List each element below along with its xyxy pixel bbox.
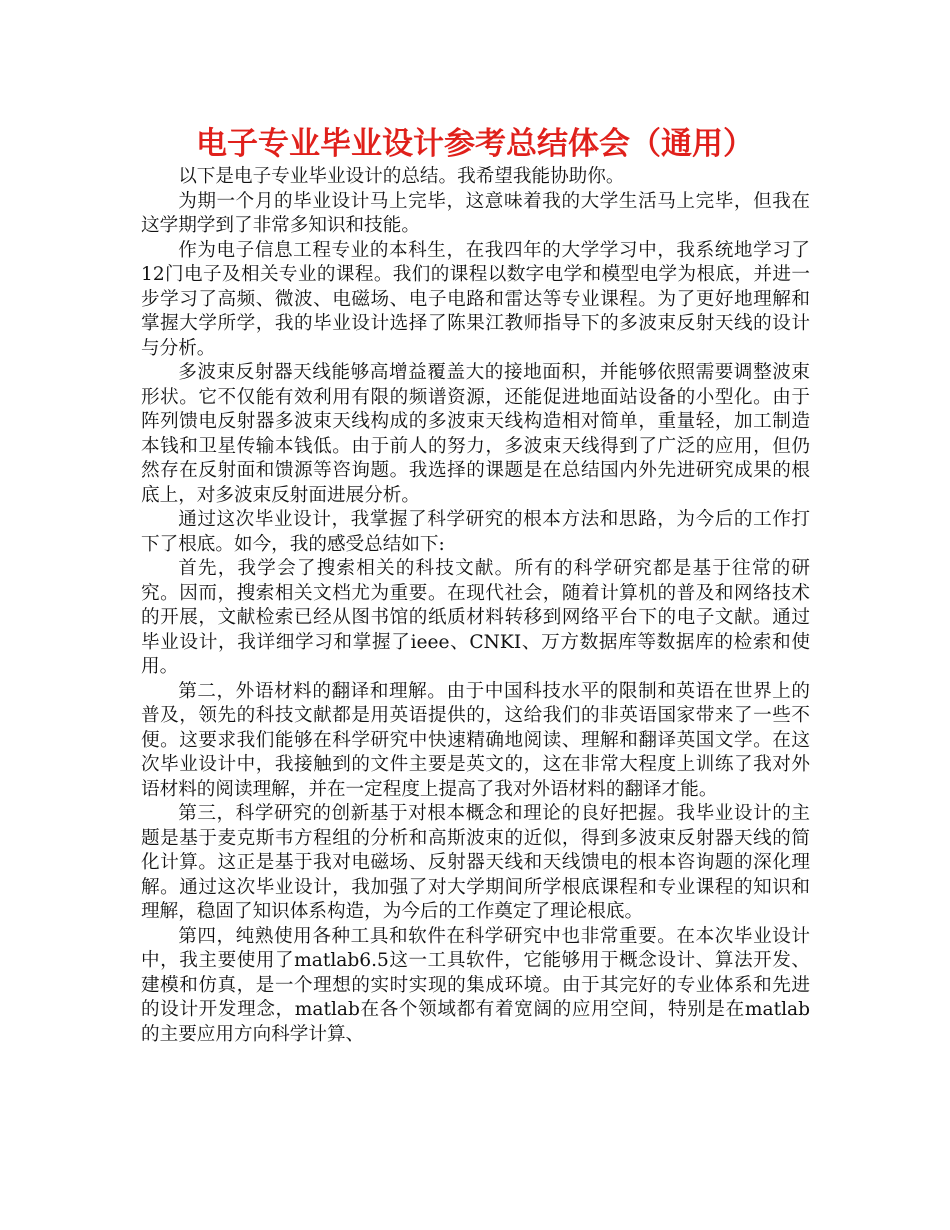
paragraph: 第三，科学研究的创新基于对根本概念和理论的良好把握。我毕业设计的主题是基于麦克斯韦方程组的分析和高斯波束的近似，得到多波束反射器天线的简化计算。这正是基于我对电磁场、反射器天线和天线馈电的根本咨询题的深化理解。通过这次毕业设计，我加强了对大学期间所学根底课程和专业课程的知识和理解，稳固了知识体系构造，为今后的工作奠定了理论根底。	[141, 803, 810, 922]
paragraph: 首先，我学会了搜索相关的科技文献。所有的科学研究都是基于往常的研究。因而，搜索相关文档尤为重要。在现代社会，随着计算机的普及和网络技术的开展，文献检索已经从图书馆的纸质材料转移到网络平台下的电子文献。通过毕业设计，我详细学习和掌握了ieee、CNKI、万方数据库等数据库的检索和使用。	[141, 558, 810, 677]
paragraph: 为期一个月的毕业设计马上完毕，这意味着我的大学生活马上完毕，但我在这学期学到了非常多知识和技能。	[141, 190, 810, 236]
paragraph: 以下是电子专业毕业设计的总结。我希望我能协助你。	[178, 166, 625, 187]
paragraph: 第二，外语材料的翻译和理解。由于中国科技水平的限制和英语在世界上的普及，领先的科技文献都是用英语提供的，这给我们的非英语国家带来了一些不便。这要求我们能够在科学研究中快速精确地阅读、理解和翻译英国文学。在这次毕业设计中，我接触到的文件主要是英文的，这在非常大程度上训练了我对外语材料的阅读理解，并在一定程度上提高了我对外语材料的翻译才能。	[141, 680, 810, 800]
paragraph: 作为电子信息工程专业的本科生，在我四年的大学学习中，我系统地学习了12门电子及相关专业的课程。我们的课程以数字电学和模型电学为根底，并进一步学习了高频、微波、电磁场、电子电路和雷达等专业课程。为了更好地理解和掌握大学所学，我的毕业设计选择了陈果江教师指导下的多波束反射天线的设计与分析。	[141, 239, 810, 359]
paragraph: 多波束反射器天线能够高增益覆盖大的接地面积，并能够依照需要调整波束形状。它不仅能有效利用有限的频谱资源，还能促进地面站设备的小型化。由于阵列馈电反射器多波束天线构成的多波束天线构造相对简单，重量轻，加工制造本钱和卫星传输本钱低。由于前人的努力，多波束天线得到了广泛的应用，但仍然存在反射面和馈源等咨询题。我选择的课题是在总结国内外先进研究成果的根底上，对多波束反射面进展分析。	[141, 362, 810, 506]
document-title: 电子专业毕业设计参考总结体会（通用）	[196, 126, 754, 162]
document-body	[141, 165, 810, 1047]
paragraph: 第四，纯熟使用各种工具和软件在科学研究中也非常重要。在本次毕业设计中，我主要使用了matlab6.5这一工具软件，它能够用于概念设计、算法开发、建模和仿真，是一个理想的实时实现的集成环境。由于其完好的专业体系和先进的设计开发理念，matlab在各个领域都有着宽阔的应用空间，特别是在matlab的主要应用方向科学计算、	[141, 925, 810, 1045]
paragraph: 通过这次毕业设计，我掌握了科学研究的根本方法和思路，为今后的工作打下了根底。如今，我的感受总结如下:	[141, 509, 810, 555]
